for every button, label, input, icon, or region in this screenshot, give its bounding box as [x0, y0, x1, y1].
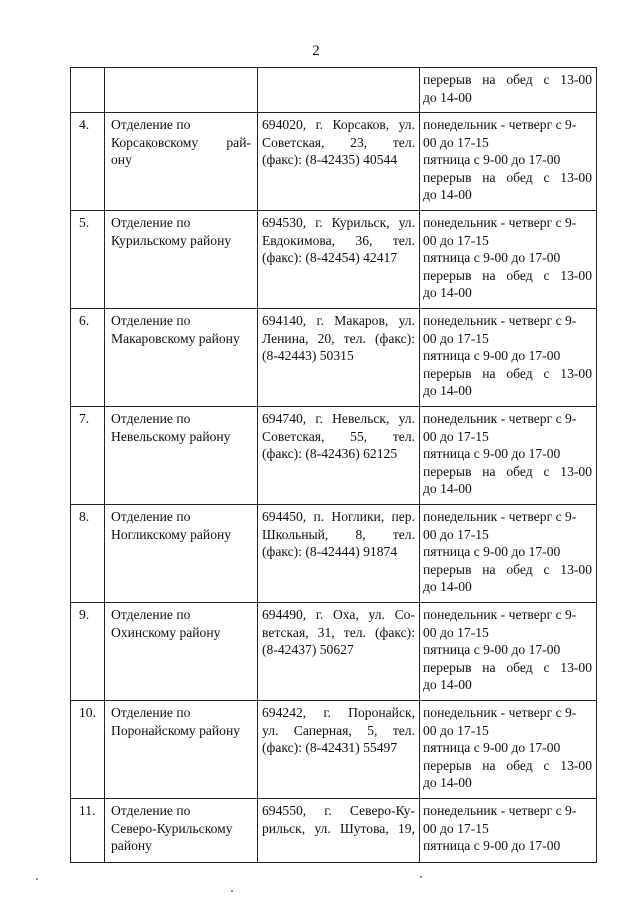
address-line: (факс): (8-42454) 42417: [262, 250, 398, 265]
office-name: [105, 211, 258, 309]
row-number: 10.: [71, 701, 105, 799]
address-line: рильск, ул. Шутова, 19,: [262, 820, 415, 836]
office-name-line: Отделение по: [111, 215, 191, 230]
table-row: [71, 603, 597, 701]
hours-line: понедельник - четверг с 9-: [423, 705, 577, 720]
address-line: (факс): (8-42431) 55497: [262, 740, 398, 755]
office-hours: [420, 309, 597, 407]
office-hours: [420, 799, 597, 863]
hours-line: перерыв на обед с 13-00: [423, 169, 592, 185]
table-row: [71, 407, 597, 505]
table-row: [71, 701, 597, 799]
office-name-line: Отделение по: [111, 313, 191, 328]
address-line: (8-42443) 50315: [262, 348, 354, 363]
address-line: Ленина, 20, тел. (факс):: [262, 330, 415, 346]
hours-line: понедельник - четверг с 9-: [423, 411, 577, 426]
office-address: [258, 211, 420, 309]
address-line: (факс): (8-42435) 40544: [262, 152, 398, 167]
office-name-line: ону: [111, 152, 132, 167]
office-name: [105, 603, 258, 701]
office-hours: [420, 113, 597, 211]
table-row: [71, 799, 597, 863]
hours-line: понедельник - четверг с 9-: [423, 117, 577, 132]
scan-speck: [420, 876, 422, 878]
hours-line: до 14-00: [423, 481, 472, 496]
hours-line: понедельник - четверг с 9-: [423, 803, 577, 818]
office-name-line: Макаровскому району: [111, 330, 240, 346]
offices-table: [70, 67, 597, 863]
hours-line: понедельник - четверг с 9-: [423, 215, 577, 230]
address-line: Школьный, 8, тел.: [262, 526, 415, 542]
office-address: [258, 701, 420, 799]
office-name: [105, 407, 258, 505]
office-address: [258, 309, 420, 407]
hours-line: перерыв на обед с 13-00: [423, 463, 592, 479]
office-name: [105, 799, 258, 863]
hours-line: 00 до 17-15: [423, 134, 489, 150]
office-name: [105, 505, 258, 603]
hours-line: до 14-00: [423, 383, 472, 398]
office-name-line: Отделение по: [111, 411, 191, 426]
table-cell-hours: [420, 68, 597, 113]
address-line: (факс): (8-42436) 62125: [262, 446, 398, 461]
table-row: [71, 505, 597, 603]
hours-line: 00 до 17-15: [423, 428, 489, 444]
address-line: ул. Саперная, 5, тел.: [262, 722, 415, 738]
office-hours: [420, 211, 597, 309]
row-number: 11.: [71, 799, 105, 863]
office-name: [105, 701, 258, 799]
hours-line: до 14-00: [423, 775, 472, 790]
hours-line: до 14-00: [423, 89, 472, 105]
address-line: 694140, г. Макаров, ул.: [262, 313, 415, 328]
address-line: (8-42437) 50627: [262, 642, 354, 657]
address-line: 694530, г. Курильск, ул.: [262, 215, 415, 230]
hours-line: 00 до 17-15: [423, 232, 489, 248]
office-name-line: району: [111, 838, 152, 853]
row-number: 5.: [71, 211, 105, 309]
address-line: 694242, г. Поронайск,: [262, 705, 415, 720]
scan-speck: [36, 878, 38, 880]
hours-line: 00 до 17-15: [423, 330, 489, 346]
scan-speck: [231, 890, 233, 892]
table-cell-number: [71, 68, 105, 113]
office-address: [258, 505, 420, 603]
office-name-line: Корсаковскому рай-: [111, 134, 251, 150]
office-name-line: Охинскому району: [111, 624, 221, 640]
table-row: [71, 113, 597, 211]
office-address: [258, 799, 420, 863]
hours-line: 00 до 17-15: [423, 820, 489, 836]
address-line: Советская, 23, тел.: [262, 134, 415, 150]
office-name-line: Отделение по: [111, 509, 191, 524]
hours-line: до 14-00: [423, 187, 472, 202]
hours-line: перерыв на обед с 13-00: [423, 561, 592, 577]
hours-line: пятница с 9-00 до 17-00: [423, 544, 561, 559]
hours-line: 00 до 17-15: [423, 526, 489, 542]
office-hours: [420, 701, 597, 799]
address-line: Советская, 55, тел.: [262, 428, 415, 444]
office-hours: [420, 407, 597, 505]
office-address: [258, 113, 420, 211]
address-line: 694020, г. Корсаков, ул.: [262, 117, 415, 132]
hours-line: 00 до 17-15: [423, 624, 489, 640]
office-name-line: Северо-Курильскому: [111, 820, 233, 836]
hours-line: пятница с 9-00 до 17-00: [423, 446, 561, 461]
office-name-line: Отделение по: [111, 607, 191, 622]
office-name-line: Невельскому району: [111, 428, 231, 444]
table-row: [71, 309, 597, 407]
address-line: 694450, п. Ноглики, пер.: [262, 509, 415, 524]
row-number: 6.: [71, 309, 105, 407]
hours-line: перерыв на обед с 13-00: [423, 72, 592, 87]
office-name-line: Отделение по: [111, 803, 191, 818]
address-line: Евдокимова, 36, тел.: [262, 232, 415, 248]
table-row-continuation: [71, 68, 597, 113]
hours-line: пятница с 9-00 до 17-00: [423, 152, 561, 167]
hours-line: пятница с 9-00 до 17-00: [423, 348, 561, 363]
hours-line: пятница с 9-00 до 17-00: [423, 250, 561, 265]
address-line: 694490, г. Оха, ул. Со-: [262, 607, 415, 622]
hours-line: перерыв на обед с 13-00: [423, 757, 592, 773]
office-name-line: Отделение по: [111, 705, 191, 720]
row-number: 9.: [71, 603, 105, 701]
hours-line: понедельник - четверг с 9-: [423, 509, 577, 524]
row-number: 4.: [71, 113, 105, 211]
hours-line: до 14-00: [423, 579, 472, 594]
hours-line: перерыв на обед с 13-00: [423, 659, 592, 675]
office-name-line: Курильскому району: [111, 232, 232, 248]
office-hours: [420, 603, 597, 701]
address-line: 694740, г. Невельск, ул.: [262, 411, 415, 426]
office-address: [258, 407, 420, 505]
hours-line: понедельник - четверг с 9-: [423, 313, 577, 328]
hours-line: до 14-00: [423, 677, 472, 692]
table-cell-name: [105, 68, 258, 113]
hours-line: перерыв на обед с 13-00: [423, 267, 592, 283]
address-line: ветская, 31, тел. (факс):: [262, 624, 415, 640]
address-line: (факс): (8-42444) 91874: [262, 544, 398, 559]
hours-line: понедельник - четверг с 9-: [423, 607, 577, 622]
row-number: 8.: [71, 505, 105, 603]
office-name-line: Ногликскому району: [111, 526, 232, 542]
address-line: 694550, г. Северо-Ку-: [262, 803, 415, 818]
hours-line: пятница с 9-00 до 17-00: [423, 740, 561, 755]
office-name: [105, 309, 258, 407]
row-number: 7.: [71, 407, 105, 505]
hours-line: перерыв на обед с 13-00: [423, 365, 592, 381]
table-cell-address: [258, 68, 420, 113]
office-hours: [420, 505, 597, 603]
office-name: [105, 113, 258, 211]
office-name-line: Отделение по: [111, 117, 191, 132]
hours-line: 00 до 17-15: [423, 722, 489, 738]
table-row: [71, 211, 597, 309]
page-number: 2: [312, 43, 320, 59]
hours-line: пятница с 9-00 до 17-00: [423, 642, 561, 657]
office-name-line: Поронайскому району: [111, 722, 241, 738]
office-address: [258, 603, 420, 701]
hours-line: до 14-00: [423, 285, 472, 300]
hours-line: пятница с 9-00 до 17-00: [423, 838, 561, 853]
